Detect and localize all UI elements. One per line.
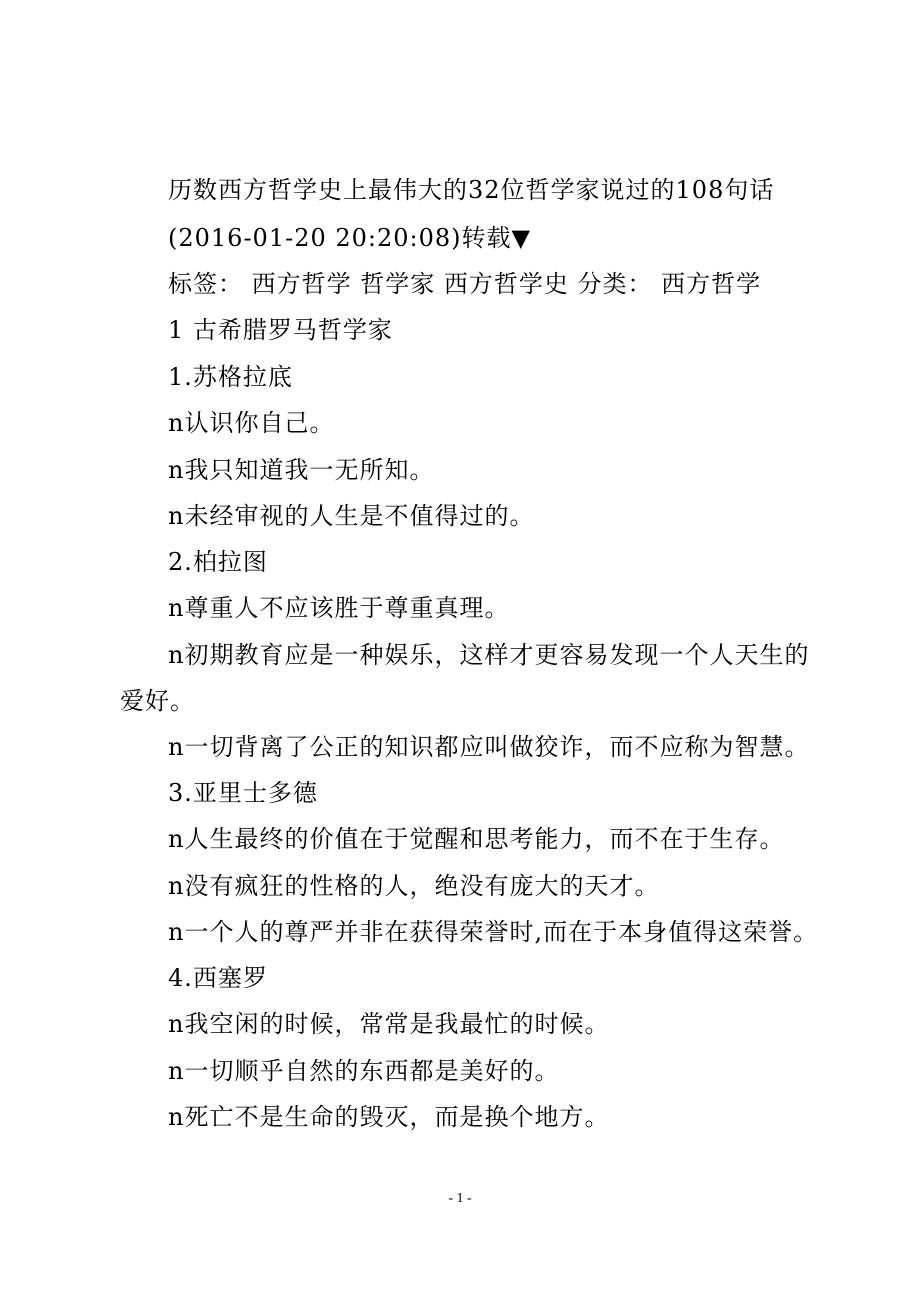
quote-line: n一个人的尊严并非在获得荣誉时,而在于本身值得这荣誉。 (168, 918, 819, 946)
post-meta: (2016-01-20 20:20:08)转载▼ (168, 224, 531, 252)
philosopher-name: 4.西塞罗 (168, 964, 268, 992)
section-heading: 1 古希腊罗马哲学家 (168, 316, 393, 344)
document-title: 历数西方哲学史上最伟大的32位哲学家说过的108句话 (168, 176, 775, 204)
quote-line: n我空闲的时候，常常是我最忙的时候。 (168, 1010, 610, 1038)
philosopher-name: 3.亚里士多德 (168, 779, 318, 807)
philosopher-name: 1.苏格拉底 (168, 363, 293, 391)
quote-line: n死亡不是生命的毁灭，而是换个地方。 (168, 1103, 610, 1131)
quote-line: n一切顺乎自然的东西都是美好的。 (168, 1057, 560, 1085)
quote-line: n尊重人不应该胜于尊重真理。 (168, 594, 510, 622)
quote-line: n未经审视的人生是不值得过的。 (168, 502, 535, 530)
philosopher-name: 2.柏拉图 (168, 548, 268, 576)
quote-line: n一切背离了公正的知识都应叫做狡诈，而不应称为智慧。 (168, 733, 810, 761)
page-number: - 1 - (448, 1191, 472, 1206)
quote-line: n人生最终的价值在于觉醒和思考能力，而不在于生存。 (168, 825, 785, 853)
tags-line: 标签： 西方哲学 哲学家 西方哲学史 分类： 西方哲学 (168, 270, 762, 298)
quote-line: n认识你自己。 (168, 409, 335, 437)
quote-continuation: 爱好。 (120, 687, 195, 715)
quote-line: n没有疯狂的性格的人，绝没有庞大的天才。 (168, 872, 660, 900)
quote-line: n我只知道我一无所知。 (168, 456, 435, 484)
quote-line: n初期教育应是一种娱乐，这样才更容易发现一个人天生的 (168, 641, 810, 669)
